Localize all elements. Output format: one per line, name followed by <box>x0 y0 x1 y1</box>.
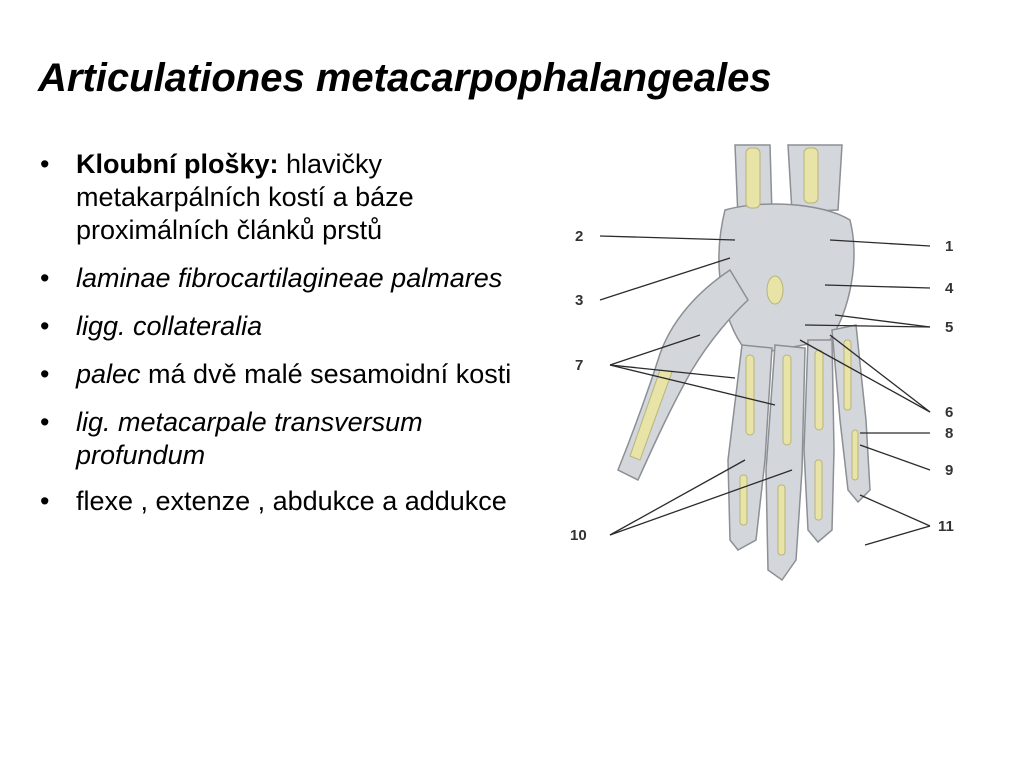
leader-11a <box>860 495 930 526</box>
bullet-text: má dvě malé sesamoidní kosti <box>140 359 512 389</box>
callout-4: 4 <box>945 280 954 297</box>
callout-9: 9 <box>945 462 954 479</box>
bullet-text: hlavičky metakarpálních kostí a báze proximálních článků prstů <box>76 149 414 245</box>
bullet-dot: • <box>40 359 50 389</box>
bullet-list <box>38 148 528 538</box>
callout-6: 6 <box>945 404 954 421</box>
callout-2: 2 <box>575 228 584 245</box>
bullet-dot: • <box>40 311 50 341</box>
index-phalanx <box>740 475 747 525</box>
bullet-item <box>38 479 528 523</box>
bullet-item <box>38 310 528 343</box>
hand-drawing <box>560 140 980 680</box>
bullet-item <box>38 406 528 472</box>
callout-8: 8 <box>945 425 954 442</box>
bullet-dot: • <box>40 407 50 437</box>
capitate-highlight <box>767 276 783 304</box>
bullet-dot: • <box>40 149 50 179</box>
bullet-italic-term: ligg. collateralia <box>76 311 263 341</box>
callout-3: 3 <box>575 292 584 309</box>
slide-title: Articulationes metacarpophalangeales <box>38 56 772 100</box>
radius-highlight <box>746 148 760 208</box>
little-phalanx <box>852 430 858 480</box>
bullet-item <box>38 262 528 295</box>
index-metacarpal <box>746 355 754 435</box>
callout-1: 1 <box>945 238 954 255</box>
bullet-italic-term: palec <box>76 359 141 389</box>
bullet-dot: • <box>40 486 50 516</box>
ulna-highlight <box>804 148 818 203</box>
callout-5: 5 <box>945 319 954 336</box>
hand-ligament-illustration <box>560 140 980 680</box>
leader-2 <box>600 236 735 240</box>
bullet-italic-term: laminae fibrocartilagineae palmares <box>76 263 503 293</box>
bullet-dot: • <box>40 263 50 293</box>
bullet-text: flexe , extenze , abdukce a addukce <box>76 486 507 516</box>
ring-phalanx <box>815 460 822 520</box>
callout-10: 10 <box>570 527 587 544</box>
bullet-italic-term: lig. metacarpale transversum profundum <box>76 407 423 470</box>
middle-phalanx <box>778 485 785 555</box>
callout-11: 11 <box>938 518 954 535</box>
ring-metacarpal <box>815 350 823 430</box>
bullet-item <box>38 148 528 247</box>
leader-9 <box>860 445 930 470</box>
leader-11b <box>865 526 930 545</box>
bullet-bold-term: Kloubní plošky: <box>76 149 279 179</box>
middle-metacarpal <box>783 355 791 445</box>
callout-7: 7 <box>575 357 584 374</box>
bullet-item <box>38 358 528 391</box>
